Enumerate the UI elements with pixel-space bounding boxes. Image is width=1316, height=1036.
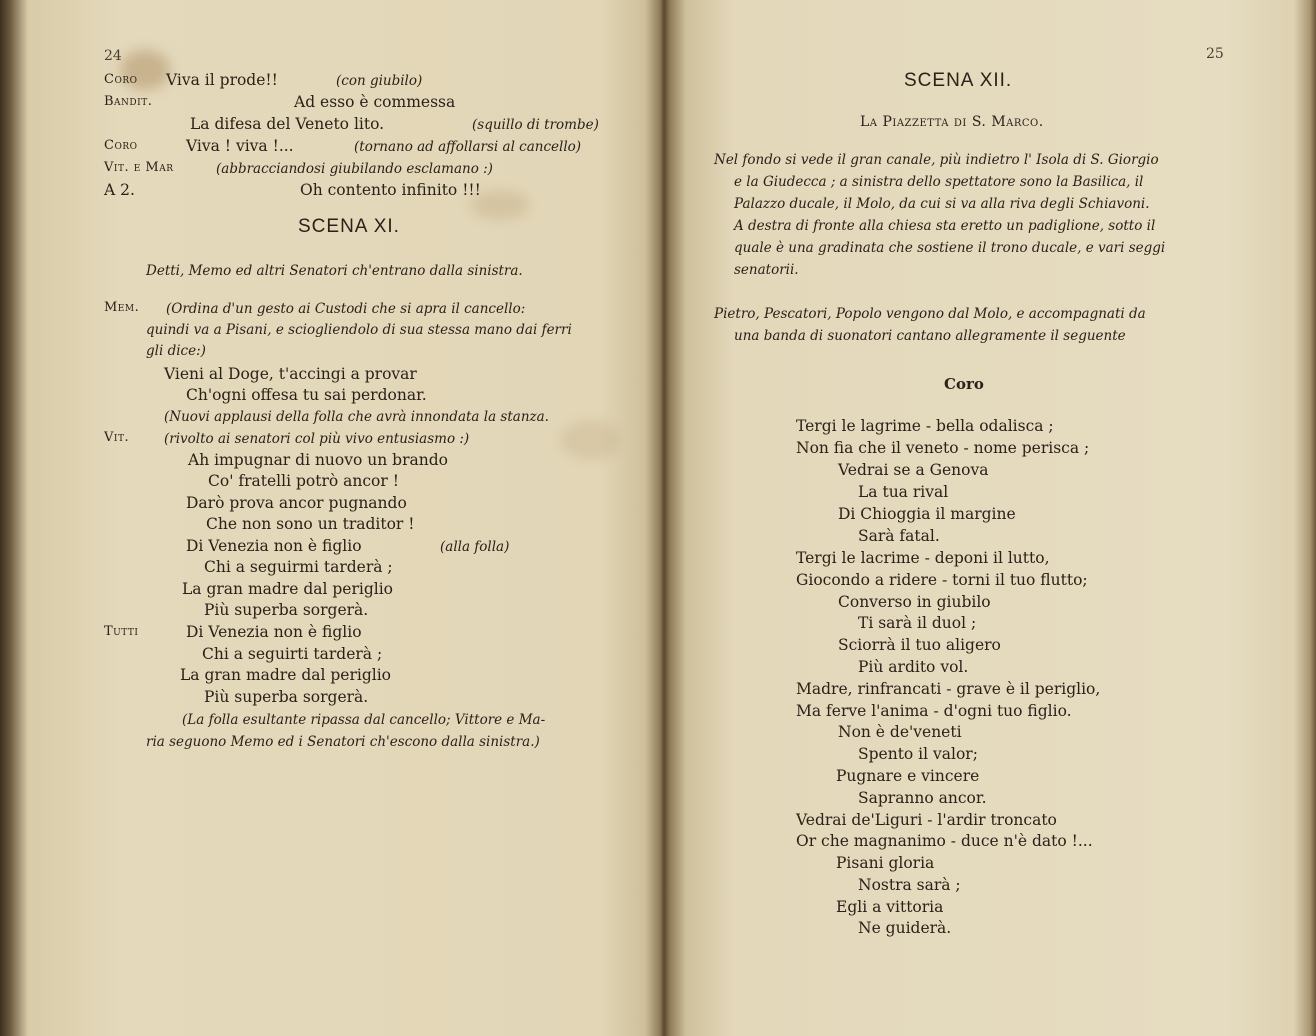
- verse-line: Chi a seguirmi tarderà ;: [204, 558, 393, 576]
- verse-line: Che non sono un traditor !: [206, 515, 415, 533]
- stage-note: (abbracciandosi giubilando esclamano :): [216, 161, 493, 177]
- page-number: 25: [1206, 46, 1224, 62]
- chorus-line: Giocondo a ridere - torni il tuo flutto;: [796, 571, 1088, 589]
- stage-direction: (rivolto ai senatori col più vivo entusiasmo :): [164, 431, 470, 447]
- speaker-label: A 2.: [104, 181, 135, 199]
- entrance-direction: una banda di suonatori cantano allegramente il seguente: [734, 328, 1126, 344]
- right-page: [664, 0, 1316, 1036]
- chorus-line: Ne guiderà.: [858, 919, 952, 937]
- chorus-line: Sciorrà il tuo aligero: [838, 636, 1001, 654]
- scene-title: SCENA XI.: [298, 216, 400, 237]
- chorus-line: Converso in giubilo: [838, 593, 991, 611]
- chorus-line: Ma ferve l'anima - d'ogni tuo figlio.: [796, 702, 1072, 720]
- setting-line: Palazzo ducale, il Molo, da cui si va alla riva degli Schiavoni.: [734, 196, 1150, 212]
- speaker-label: Tutti: [104, 624, 139, 639]
- verse-line: Di Venezia non è figlio: [186, 537, 362, 555]
- verse-line: Ad esso è commessa: [294, 93, 456, 111]
- entrance-direction: Pietro, Pescatori, Popolo vengono dal Molo, e accompagnati da: [714, 306, 1146, 322]
- speaker-label: Bandit.: [104, 94, 153, 109]
- stage-direction: Detti, Memo ed altri Senatori ch'entrano dalla sinistra.: [146, 263, 523, 279]
- chorus-line: Madre, rinfrancati - grave è il periglio,: [796, 680, 1101, 698]
- speaker-label: Coro: [104, 138, 138, 153]
- location-heading: La Piazzetta di S. Marco.: [860, 114, 1044, 130]
- verse-line: Ah impugnar di nuovo un brando: [188, 451, 448, 469]
- speaker-label: Coro: [104, 72, 138, 87]
- chorus-line: Or che magnanimo - duce n'è dato !...: [796, 832, 1093, 850]
- chorus-line: Nostra sarà ;: [858, 876, 961, 894]
- chorus-line: Più ardito vol.: [858, 658, 969, 676]
- verse-line: Oh contento infinito !!!: [300, 181, 481, 199]
- chorus-line: Pugnare e vincere: [836, 767, 980, 785]
- setting-line: A destra di fronte alla chiesa sta eretto un padiglione, sotto il: [734, 218, 1156, 234]
- stage-direction: ria seguono Memo ed i Senatori ch'escono dalla sinistra.): [146, 734, 540, 750]
- chorus-line: Ti sarà il duol ;: [858, 614, 977, 632]
- chorus-line: Vedrai de'Liguri - l'ardir troncato: [796, 811, 1057, 829]
- stage-direction: (La folla esultante ripassa dal cancello; Vittore e Ma-: [182, 712, 546, 728]
- speaker-label: Vit. e Mar: [104, 160, 174, 175]
- verse-line: Di Venezia non è figlio: [186, 623, 362, 641]
- speaker-label: Mem.: [104, 300, 140, 315]
- chorus-line: Sapranno ancor.: [858, 789, 987, 807]
- stage-direction: (Ordina d'un gesto ai Custodi che si apra il cancello:: [166, 301, 526, 317]
- setting-line: e la Giudecca ; a sinistra dello spettatore sono la Basilica, il: [734, 174, 1144, 190]
- verse-line: Viva il prode!!: [166, 71, 278, 89]
- verse-line: Darò prova ancor pugnando: [186, 494, 407, 512]
- chorus-line: Sarà fatal.: [858, 527, 940, 545]
- chorus-line: Pisani gloria: [836, 854, 935, 872]
- verse-line: Più superba sorgerà.: [204, 601, 369, 619]
- chorus-line: Tergi le lacrime - deponi il lutto,: [796, 549, 1050, 567]
- chorus-line: Non fia che il veneto - nome perisca ;: [796, 439, 1090, 457]
- chorus-line: Di Chioggia il margine: [838, 505, 1016, 523]
- stage-direction: quindi va a Pisani, e sciogliendolo di sua stessa mano dai ferri: [146, 322, 572, 338]
- stage-direction: gli dice:): [146, 343, 206, 359]
- chorus-line: La tua rival: [858, 483, 949, 501]
- chorus-line: Vedrai se a Genova: [838, 461, 989, 479]
- chorus-line: Non è de'veneti: [838, 723, 962, 741]
- verse-line: Chi a seguirti tarderà ;: [202, 645, 383, 663]
- chorus-line: Tergi le lagrime - bella odalisca ;: [796, 417, 1054, 435]
- chorus-line: Egli a vittoria: [836, 898, 944, 916]
- chorus-line: Spento il valor;: [858, 745, 978, 763]
- verse-line: Viva ! viva !...: [186, 137, 294, 155]
- scene-title: SCENA XII.: [904, 70, 1013, 91]
- speaker-label: Vit.: [104, 430, 130, 445]
- stage-note: (squillo di trombe): [472, 117, 599, 133]
- verse-line: Ch'ogni offesa tu sai perdonar.: [186, 386, 427, 404]
- stage-note: (tornano ad affollarsi al cancello): [354, 139, 582, 155]
- stage-note: (alla folla): [440, 539, 510, 555]
- verse-line: La difesa del Veneto lito.: [190, 115, 385, 133]
- verse-line: Vieni al Doge, t'accingi a provar: [164, 365, 417, 383]
- verse-line: Più superba sorgerà.: [204, 688, 369, 706]
- setting-line: quale è una gradinata che sostiene il trono ducale, e vari seggi: [734, 240, 1166, 256]
- page-number: 24: [104, 48, 122, 64]
- coro-heading: Coro: [944, 375, 984, 393]
- stage-note: (con giubilo): [336, 73, 423, 89]
- verse-line: Co' fratelli potrò ancor !: [208, 472, 399, 490]
- setting-line: Nel fondo si vede il gran canale, più indietro l' Isola di S. Giorgio: [714, 152, 1159, 168]
- setting-line: senatorii.: [734, 262, 799, 278]
- verse-line: La gran madre dal periglio: [180, 666, 391, 684]
- verse-line: La gran madre dal periglio: [182, 580, 393, 598]
- stage-direction: (Nuovi applausi della folla che avrà innondata la stanza.: [164, 409, 549, 425]
